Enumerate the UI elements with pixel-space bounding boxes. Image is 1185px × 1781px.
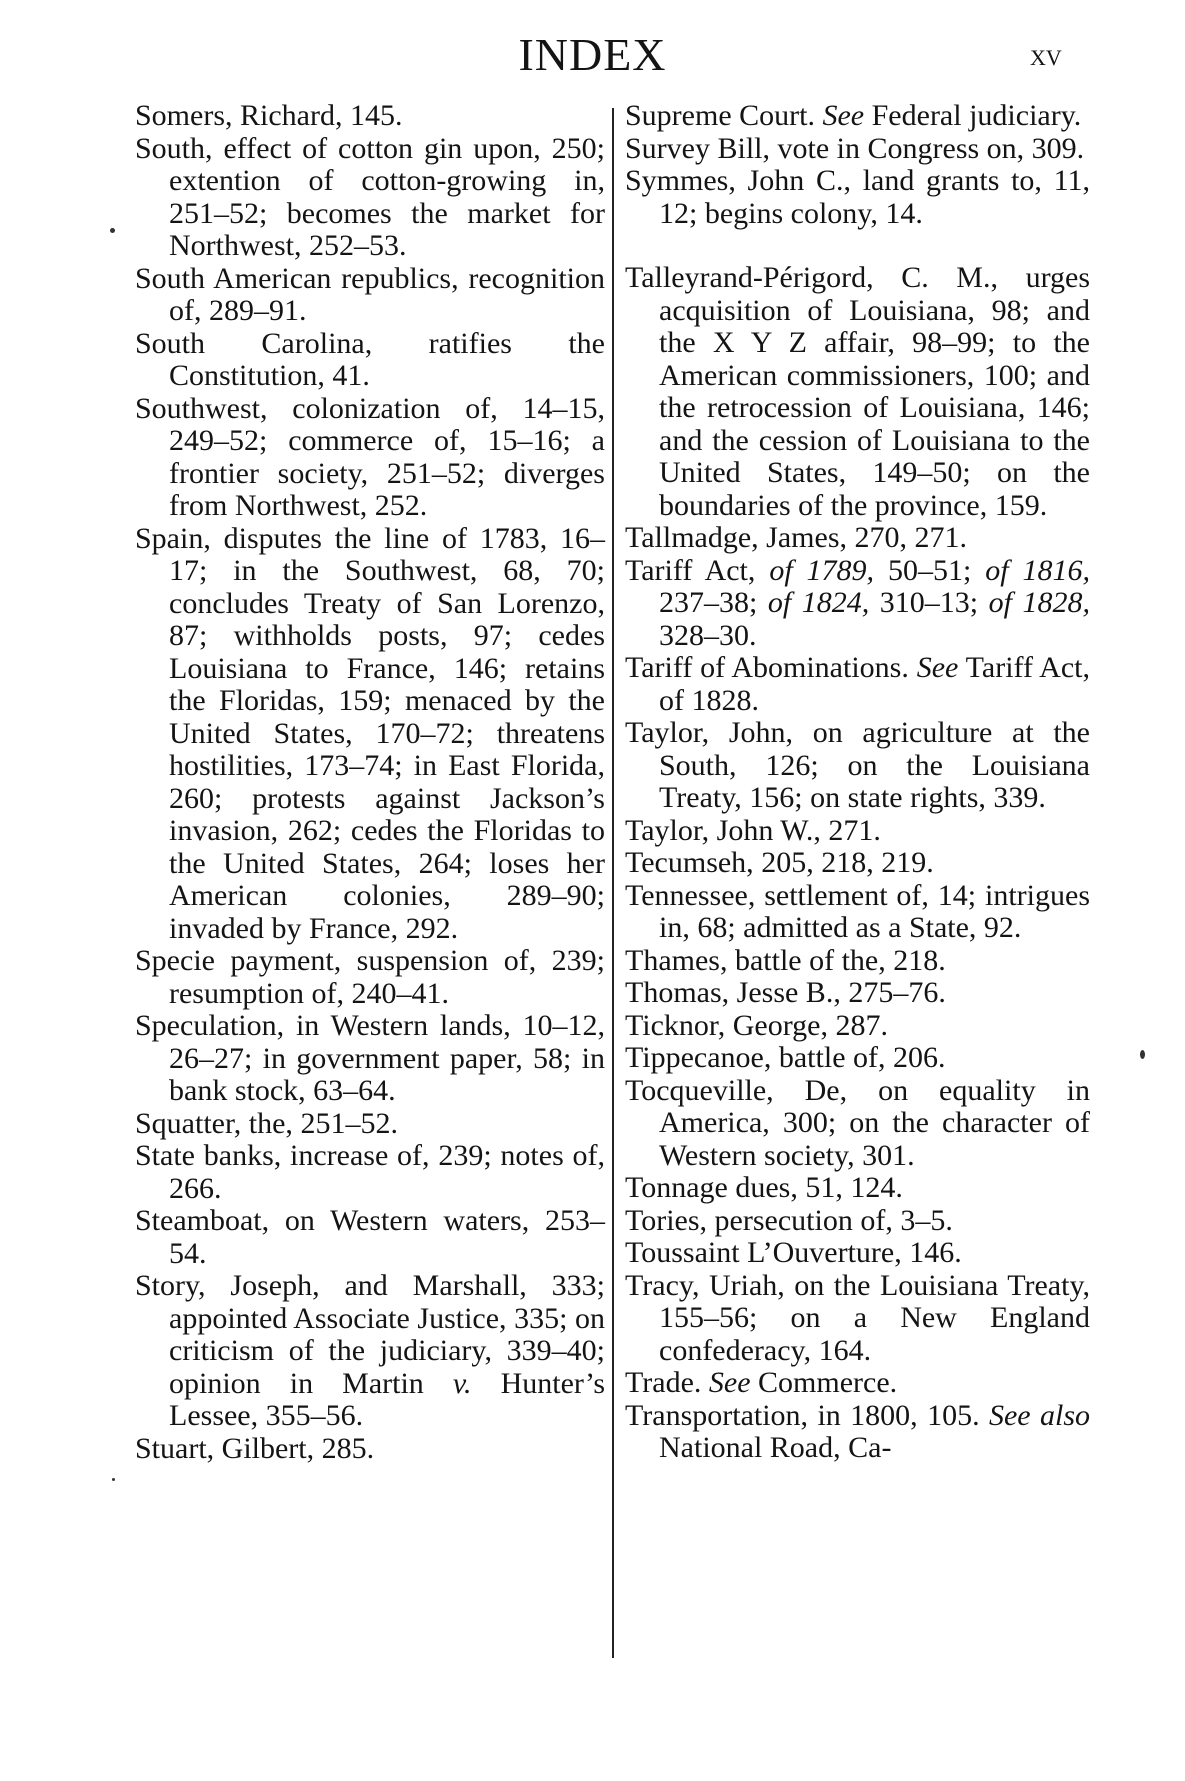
- entry-references: vote in Congress on, 309.: [777, 131, 1085, 165]
- entry-heading: State banks,: [135, 1139, 282, 1172]
- entry-heading: Supreme Court.: [625, 99, 815, 132]
- see-also-reference: See also: [988, 1398, 1090, 1432]
- index-entry: [625, 522, 1090, 555]
- entry-references: disputes the line of 1783, 16–17; in the Southwest, 68, 70; concludes Treaty of San Lorenzo, 87; withholds posts, 97; cedes Louisiana to France, 146; retains the Floridas, 159; menaced by the United States, 170–72; threatens hostilities, 173–74; in East Florida, 260; protests against Jackson’s invasion, 262; cedes the Floridas to the United States, 264; loses her American colonies, 289–90; invaded by France, 292.: [169, 521, 605, 945]
- index-entry: [625, 1205, 1090, 1238]
- entry-references: persecution of, 3–5.: [714, 1203, 953, 1237]
- entry-heading: Toussaint L’Ouverture,: [625, 1236, 902, 1269]
- case-versus: v.: [452, 1366, 472, 1400]
- index-entry: [625, 1400, 1090, 1465]
- entry-references: Hunter’s Lessee, 355–56.: [169, 1366, 605, 1432]
- entry-references: land grants to, 11, 12; begins colony, 14.: [659, 164, 1091, 230]
- entry-heading: Tallmadge, James,: [625, 521, 847, 554]
- entry-references: 145.: [349, 99, 403, 132]
- index-entry: [625, 815, 1090, 848]
- entry-heading: Story, Joseph,: [135, 1269, 320, 1302]
- see-reference: See: [916, 651, 959, 684]
- entry-references: 237–38;: [659, 586, 758, 619]
- entry-heading: Squatter, the,: [135, 1106, 293, 1140]
- entry-heading: Thomas, Jesse B.,: [625, 976, 841, 1009]
- entry-references: 328–30.: [659, 618, 757, 652]
- index-entry: [135, 100, 605, 133]
- entry-references: 50–51;: [887, 553, 972, 587]
- index-entry: [625, 133, 1090, 166]
- entry-references: Commerce.: [758, 1366, 898, 1399]
- entry-references: Tariff Act, of 1828.: [659, 651, 1090, 717]
- index-entry: [625, 1367, 1090, 1400]
- entry-references: 205, 218, 219.: [761, 846, 934, 879]
- entry-references: 285.: [321, 1431, 375, 1465]
- entry-references: 251–52.: [300, 1106, 398, 1140]
- entry-subheading: of 1828,: [988, 586, 1091, 619]
- ink-speck: [112, 1478, 115, 1481]
- entry-references: ratifies the Constitution, 41.: [169, 326, 605, 392]
- entry-heading: Specie payment,: [135, 944, 342, 977]
- entry-references: suspension of, 239; resumption of, 240–41.: [169, 944, 605, 1010]
- index-entry: [625, 977, 1090, 1010]
- entry-heading: Tennessee,: [625, 878, 756, 912]
- running-title: INDEX: [518, 29, 667, 80]
- entry-references: on equality in America, 300; on the character of Western society, 301.: [659, 1073, 1090, 1172]
- entry-references: settlement of, 14; intrigues in, 68; admitted as a State, 92.: [659, 878, 1091, 944]
- entry-heading: Survey Bill,: [625, 131, 771, 165]
- index-entry: [135, 945, 605, 1010]
- ink-speck: [110, 228, 115, 233]
- entry-heading: Spain,: [135, 521, 211, 555]
- entry-subheading: of 1789,: [769, 553, 875, 587]
- entry-references: in 1800, 105.: [817, 1398, 980, 1432]
- index-entry: [135, 133, 605, 263]
- entry-references: colonization of, 14–15, 249–52; commerce of, 15–16; a frontier society, 251–52; diverges from Northwest, 252.: [169, 391, 605, 522]
- index-entry: [135, 328, 605, 393]
- entry-heading: Stuart, Gilbert,: [135, 1431, 315, 1465]
- index-entry: [625, 165, 1090, 230]
- entry-references: recognition of, 289–91.: [169, 261, 605, 327]
- entry-heading: Somers, Richard,: [135, 99, 343, 132]
- entry-references: on the Louisiana Treaty, 155–56; on a New England confederacy, 164.: [659, 1268, 1091, 1367]
- index-entry: [625, 1042, 1090, 1075]
- entry-heading: Tecumseh,: [625, 846, 754, 879]
- index-entry: [135, 1433, 605, 1466]
- entry-references: 310–13;: [879, 586, 979, 619]
- entry-heading: Speculation,: [135, 1009, 285, 1042]
- entry-heading: Tippecanoe, battle of,: [625, 1041, 886, 1074]
- entry-references: 218.: [893, 943, 946, 977]
- right-column: [625, 100, 1090, 1465]
- page-number: xv: [1030, 36, 1062, 72]
- index-entry: [135, 1010, 605, 1108]
- entry-references: 270, 271.: [854, 521, 967, 554]
- entry-references: Federal judiciary.: [871, 99, 1082, 132]
- letter-break: [625, 230, 1090, 262]
- entry-heading: South,: [135, 131, 213, 165]
- index-entry: [625, 1270, 1090, 1368]
- ink-speck: [1140, 1050, 1145, 1059]
- index-entry: [625, 652, 1090, 717]
- index-entry: [135, 263, 605, 328]
- entry-heading: Steamboat,: [135, 1204, 270, 1237]
- index-entry: [625, 1075, 1090, 1173]
- entry-references: urges acquisition of Louisiana, 98; and the X Y Z affair, 98–99; to the American commissioners, 100; and the retrocession of Louisiana, 146; and the cession of Louisiana to the United States, 149–50; on the boundaries of the province, 159.: [659, 261, 1091, 522]
- entry-references: 275–76.: [848, 976, 946, 1009]
- entry-heading: Tariff of Abominations.: [625, 651, 909, 684]
- left-column: [135, 100, 605, 1465]
- column-rule: [612, 108, 614, 1658]
- entry-heading: Trade.: [625, 1366, 702, 1399]
- index-entry: [625, 555, 1090, 653]
- index-entry: [135, 393, 605, 523]
- index-entry: [625, 847, 1090, 880]
- entry-heading: South Carolina,: [135, 326, 373, 360]
- index-entry: [135, 1270, 605, 1433]
- entry-heading: Southwest,: [135, 391, 268, 425]
- index-entry: [625, 100, 1090, 133]
- entry-references: 206.: [893, 1041, 946, 1074]
- index-entry: [625, 880, 1090, 945]
- entry-heading: Tocqueville, De,: [625, 1073, 848, 1107]
- index-entry: [625, 262, 1090, 522]
- index-entry: [135, 523, 605, 946]
- entry-subheading: of 1824,: [767, 586, 870, 619]
- entry-heading: Taylor, John,: [625, 716, 794, 749]
- entry-references: 146.: [909, 1236, 962, 1269]
- entry-heading: Tonnage dues,: [625, 1171, 798, 1204]
- entry-references: and Marshall, 333; appointed Associate Justice, 335; on criticism of the judiciary, 339–40; opinion in Martin: [169, 1269, 605, 1400]
- entry-heading: Thames, battle of the,: [625, 943, 886, 977]
- entry-heading: Transportation,: [625, 1398, 809, 1432]
- entry-references: 287.: [835, 1008, 888, 1042]
- entry-references: 51, 124.: [805, 1171, 903, 1204]
- entry-references: effect of cotton gin upon, 250; extention of cotton-growing in, 251–52; becomes the market for Northwest, 252–53.: [169, 131, 605, 262]
- index-entry: [625, 1237, 1090, 1270]
- index-entry: [625, 945, 1090, 978]
- index-entry: [625, 1172, 1090, 1205]
- entry-references: on agriculture at the South, 126; on the Louisiana Treaty, 156; on state rights, 339.: [659, 716, 1090, 814]
- entry-heading: Talleyrand-Périgord, C. M.,: [625, 261, 998, 294]
- entry-references: National Road, Ca-: [659, 1431, 892, 1464]
- entry-heading: Ticknor, George,: [625, 1008, 828, 1042]
- entry-heading: Tracy, Uriah,: [625, 1268, 785, 1302]
- entry-heading: Tories,: [625, 1203, 708, 1237]
- entry-subheading: of 1816,: [985, 553, 1090, 587]
- entry-heading: Symmes, John C.,: [625, 164, 851, 197]
- index-entry: [135, 1108, 605, 1141]
- see-reference: See: [822, 99, 865, 132]
- index-entry: [135, 1140, 605, 1205]
- index-entry: [625, 717, 1090, 815]
- entry-heading: Taylor, John W.,: [625, 813, 821, 847]
- see-reference: See: [708, 1366, 751, 1399]
- index-entry: [135, 1205, 605, 1270]
- entry-references: 271.: [828, 813, 881, 847]
- entry-heading: South American republics,: [135, 261, 459, 295]
- entry-references: increase of, 239; notes of, 266.: [169, 1139, 606, 1205]
- index-entry: [625, 1010, 1090, 1043]
- entry-references: on Western waters, 253–54.: [169, 1204, 605, 1270]
- entry-references: in Western lands, 10–12, 26–27; in government paper, 58; in bank stock, 63–64.: [169, 1009, 605, 1107]
- entry-heading: Tariff Act,: [625, 553, 756, 587]
